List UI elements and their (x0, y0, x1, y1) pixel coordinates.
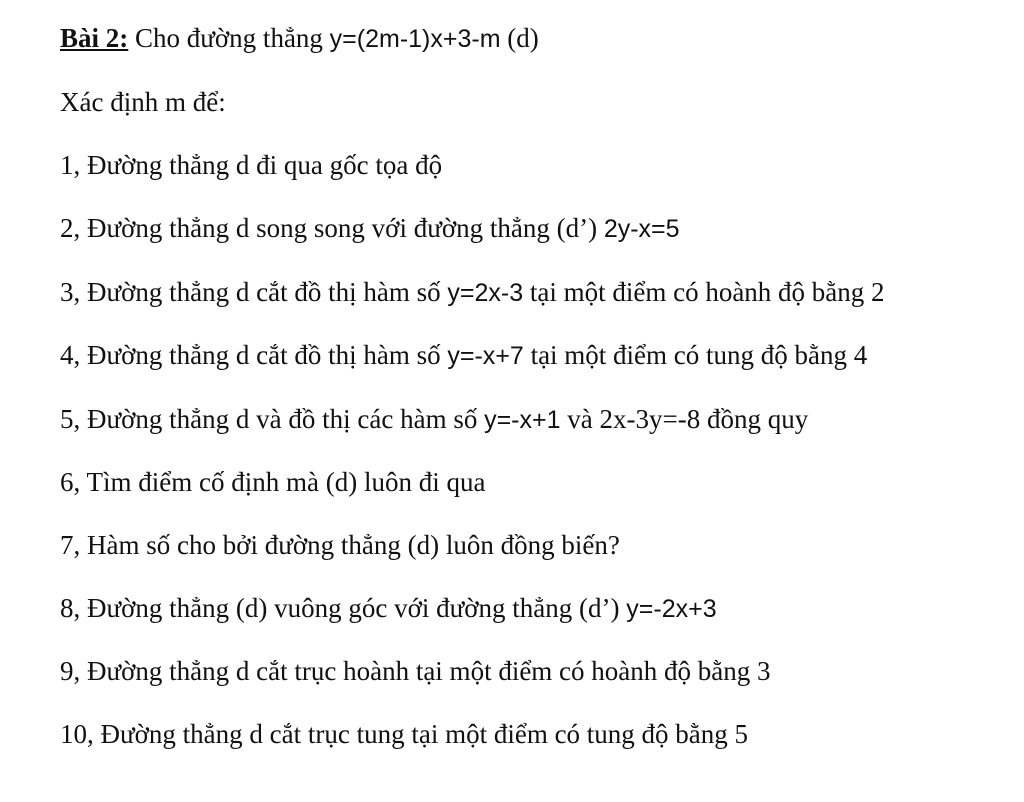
question-text: 8, Đường thẳng (d) vuông góc với đường thẳng (d’) (60, 593, 627, 623)
question-item-1 (60, 149, 442, 182)
question-equation: 2y-x=5 (603, 215, 680, 243)
question-text: 10, Đường thẳng d cắt trục tung tại một điểm có tung độ bằng 5 (60, 719, 749, 749)
question-item-3 (60, 276, 885, 309)
question-text: 7, Hàm số cho bởi đường thẳng (d) luôn đồng biến? (60, 530, 620, 560)
question-item-10 (60, 718, 748, 751)
question-text: 4, Đường thẳng d cắt đồ thị hàm số (60, 340, 448, 370)
question-item-9 (60, 655, 771, 688)
question-text-after: tại một điểm có hoành độ bằng 2 (523, 277, 885, 307)
question-equation: y=-2x+3 (626, 595, 717, 623)
question-text: 3, Đường thẳng d cắt đồ thị hàm số (60, 277, 448, 307)
question-text: 2, Đường thẳng d song song với đường thẳng (d’) (60, 213, 604, 243)
question-text-after: và 2x-3y=-8 đồng quy (560, 404, 809, 434)
question-equation: y=-x+7 (447, 342, 524, 370)
question-text: 1, Đường thẳng d đi qua gốc tọa độ (60, 150, 443, 180)
exercise-label: Bài 2: (60, 23, 129, 53)
question-text: 6, Tìm điểm cố định mà (d) luôn đi qua (60, 467, 486, 497)
exercise-prompt: Xác định m để: (60, 87, 226, 117)
question-text-after: tại một điểm có tung độ bằng 4 (523, 340, 868, 370)
question-text: 5, Đường thẳng d và đồ thị các hàm số (60, 404, 485, 434)
question-item-2 (60, 212, 680, 245)
line-equation: y=(2m-1)x+3-m (329, 25, 501, 53)
exercise-heading-text: Cho đường thẳng (128, 23, 330, 53)
question-text: 9, Đường thẳng d cắt trục hoành tại một điểm có hoành độ bằng 3 (60, 656, 771, 686)
question-item-7 (60, 529, 620, 562)
question-item-4 (60, 339, 867, 372)
question-item-8 (60, 592, 717, 625)
exercise-heading (60, 22, 539, 55)
question-equation: y=-x+1 (484, 406, 561, 434)
question-item-6 (60, 466, 485, 499)
question-item-5 (60, 403, 808, 436)
line-name: (d) (500, 23, 539, 53)
question-equation: y=2x-3 (447, 279, 524, 307)
